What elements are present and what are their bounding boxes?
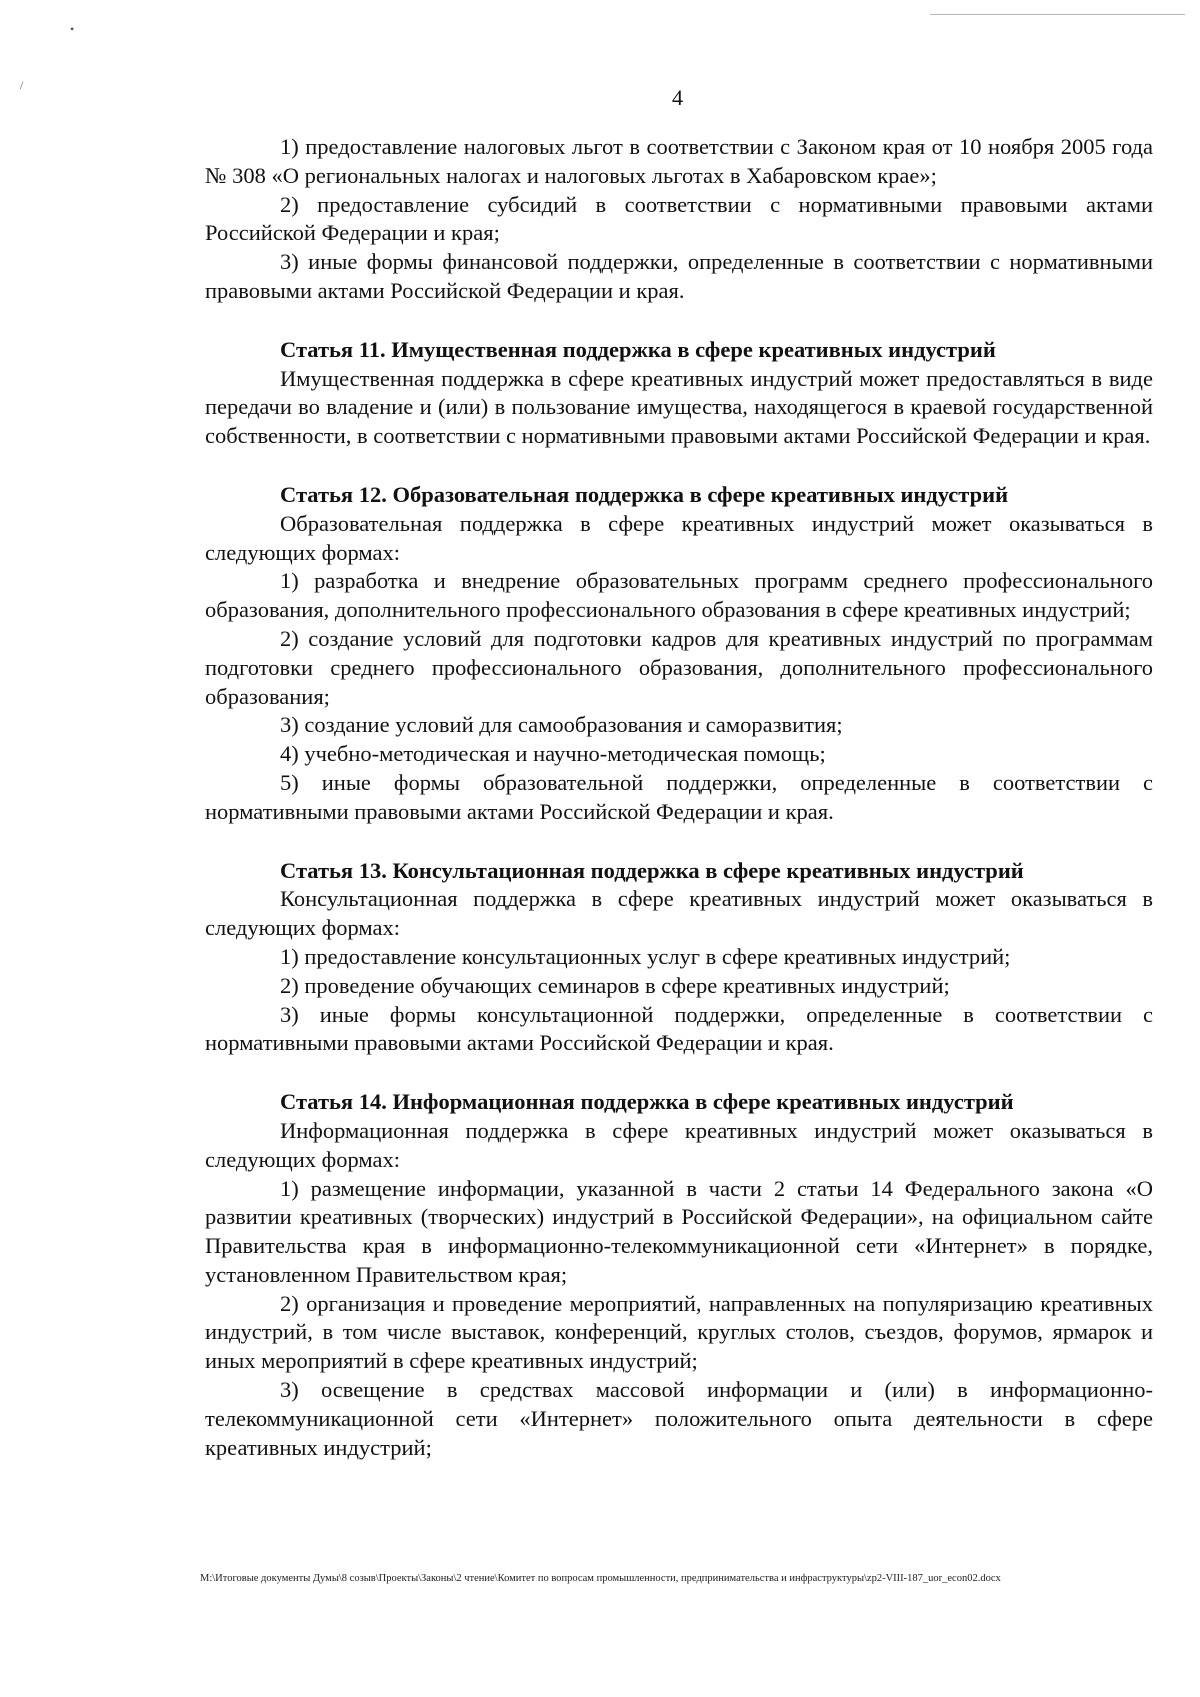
paragraph: Консультационная поддержка в сфере креативных индустрий может оказываться в следующих формах: [205,886,1153,941]
paragraph: 1) предоставление налоговых льгот в соответствии с Законом края от 10 ноября 2005 года № 308 «О региональных налогах и налоговых льготах в Хабаровском крае»; [205,134,1153,188]
page-number: 4 [672,85,683,110]
paragraph: 3) создание условий для самообразования и саморазвития; [280,712,843,738]
paragraph: Образовательная поддержка в сфере креативных индустрий может оказываться в следующих формах: [205,510,1153,565]
scan-speck: • [70,22,75,36]
paragraph: 2) проведение обучающих семинаров в сфере креативных индустрий; [280,972,950,998]
paragraph: 2) создание условий для подготовки кадров для креативных индустрий по программам подготовки среднего профессионального образования, дополнительного профессионального образования; [205,625,1153,709]
document-body [205,133,1153,1462]
paragraph: 2) организация и проведение мероприятий, направленных на популяризацию креативных индустрий, в том числе выставок, конференций, круглых столов, съездов, форумов, ярмарок и иных мероприятий в сфере креативных индустрий; [205,1290,1153,1374]
paragraph: 5) иные формы образовательной поддержки, определенные в соответствии с нормативными правовыми актами Российской Федерации и края. [205,769,1153,824]
paragraph: 1) разработка и внедрение образовательных программ среднего профессионального образования, дополнительного профессионального образования в сфере креативных индустрий; [205,568,1153,623]
paragraph: 1) предоставление консультационных услуг в сфере креативных индустрий; [280,943,1011,969]
paragraph: 3) иные формы консультационной поддержки, определенные в соответствии с нормативными правовыми актами Российской Федерации и края. [205,1001,1153,1056]
paragraph: 3) освещение в средствах массовой информации и (или) в информационно-телекоммуникационной сети «Интернет» положительного опыта деятельности в сфере креативных индустрий; [205,1377,1153,1460]
paragraph: Информационная поддержка в сфере креативных индустрий может оказываться в следующих формах: [205,1117,1153,1172]
paragraph: 3) иные формы финансовой поддержки, определенные в соответствии с нормативными правовыми актами Российской Федерации и края. [205,249,1153,303]
article-13-heading: Статья 13. Консультационная поддержка в сфере креативных индустрий [280,857,1024,883]
paragraph: 1) размещение информации, указанной в части 2 статьи 14 Федерального закона «О развитии креативных (творческих) индустрий в Российской Федерации», на официальном сайте Правительства края в информационно-телекоммуникационной сети «Интернет» в порядке, установленном Правительством края; [205,1175,1153,1287]
article-14-heading: Статья 14. Информационная поддержка в сфере креативных индустрий [280,1089,1014,1115]
paragraph: 4) учебно-методическая и научно-методическая помощь; [280,741,826,767]
paragraph: 2) предоставление субсидий в соответствии с нормативными правовыми актами Российской Федерации и края; [205,191,1153,246]
file-path-footer: M:\Итоговые документы Думы\8 созыв\Проекты\Законы\2 чтение\Комитет по вопросам промышленности, предпринимательства и инфраструктуры\zp2-VIII-187_uor_econ02.docx [200,1573,1001,1584]
article-12-heading: Статья 12. Образовательная поддержка в сфере креативных индустрий [280,481,1009,507]
scan-top-line [930,14,1185,15]
article-11-heading: Статья 11. Имущественная поддержка в сфере креативных индустрий [280,336,996,362]
scan-speck: / [20,78,24,92]
paragraph: Имущественная поддержка в сфере креативных индустрий может предоставляться в виде передачи во владение и (или) в пользование имущества, находящегося в краевой государственной собственности, в соответствии с нормативными правовыми актами Российской Федерации и края. [205,365,1153,449]
